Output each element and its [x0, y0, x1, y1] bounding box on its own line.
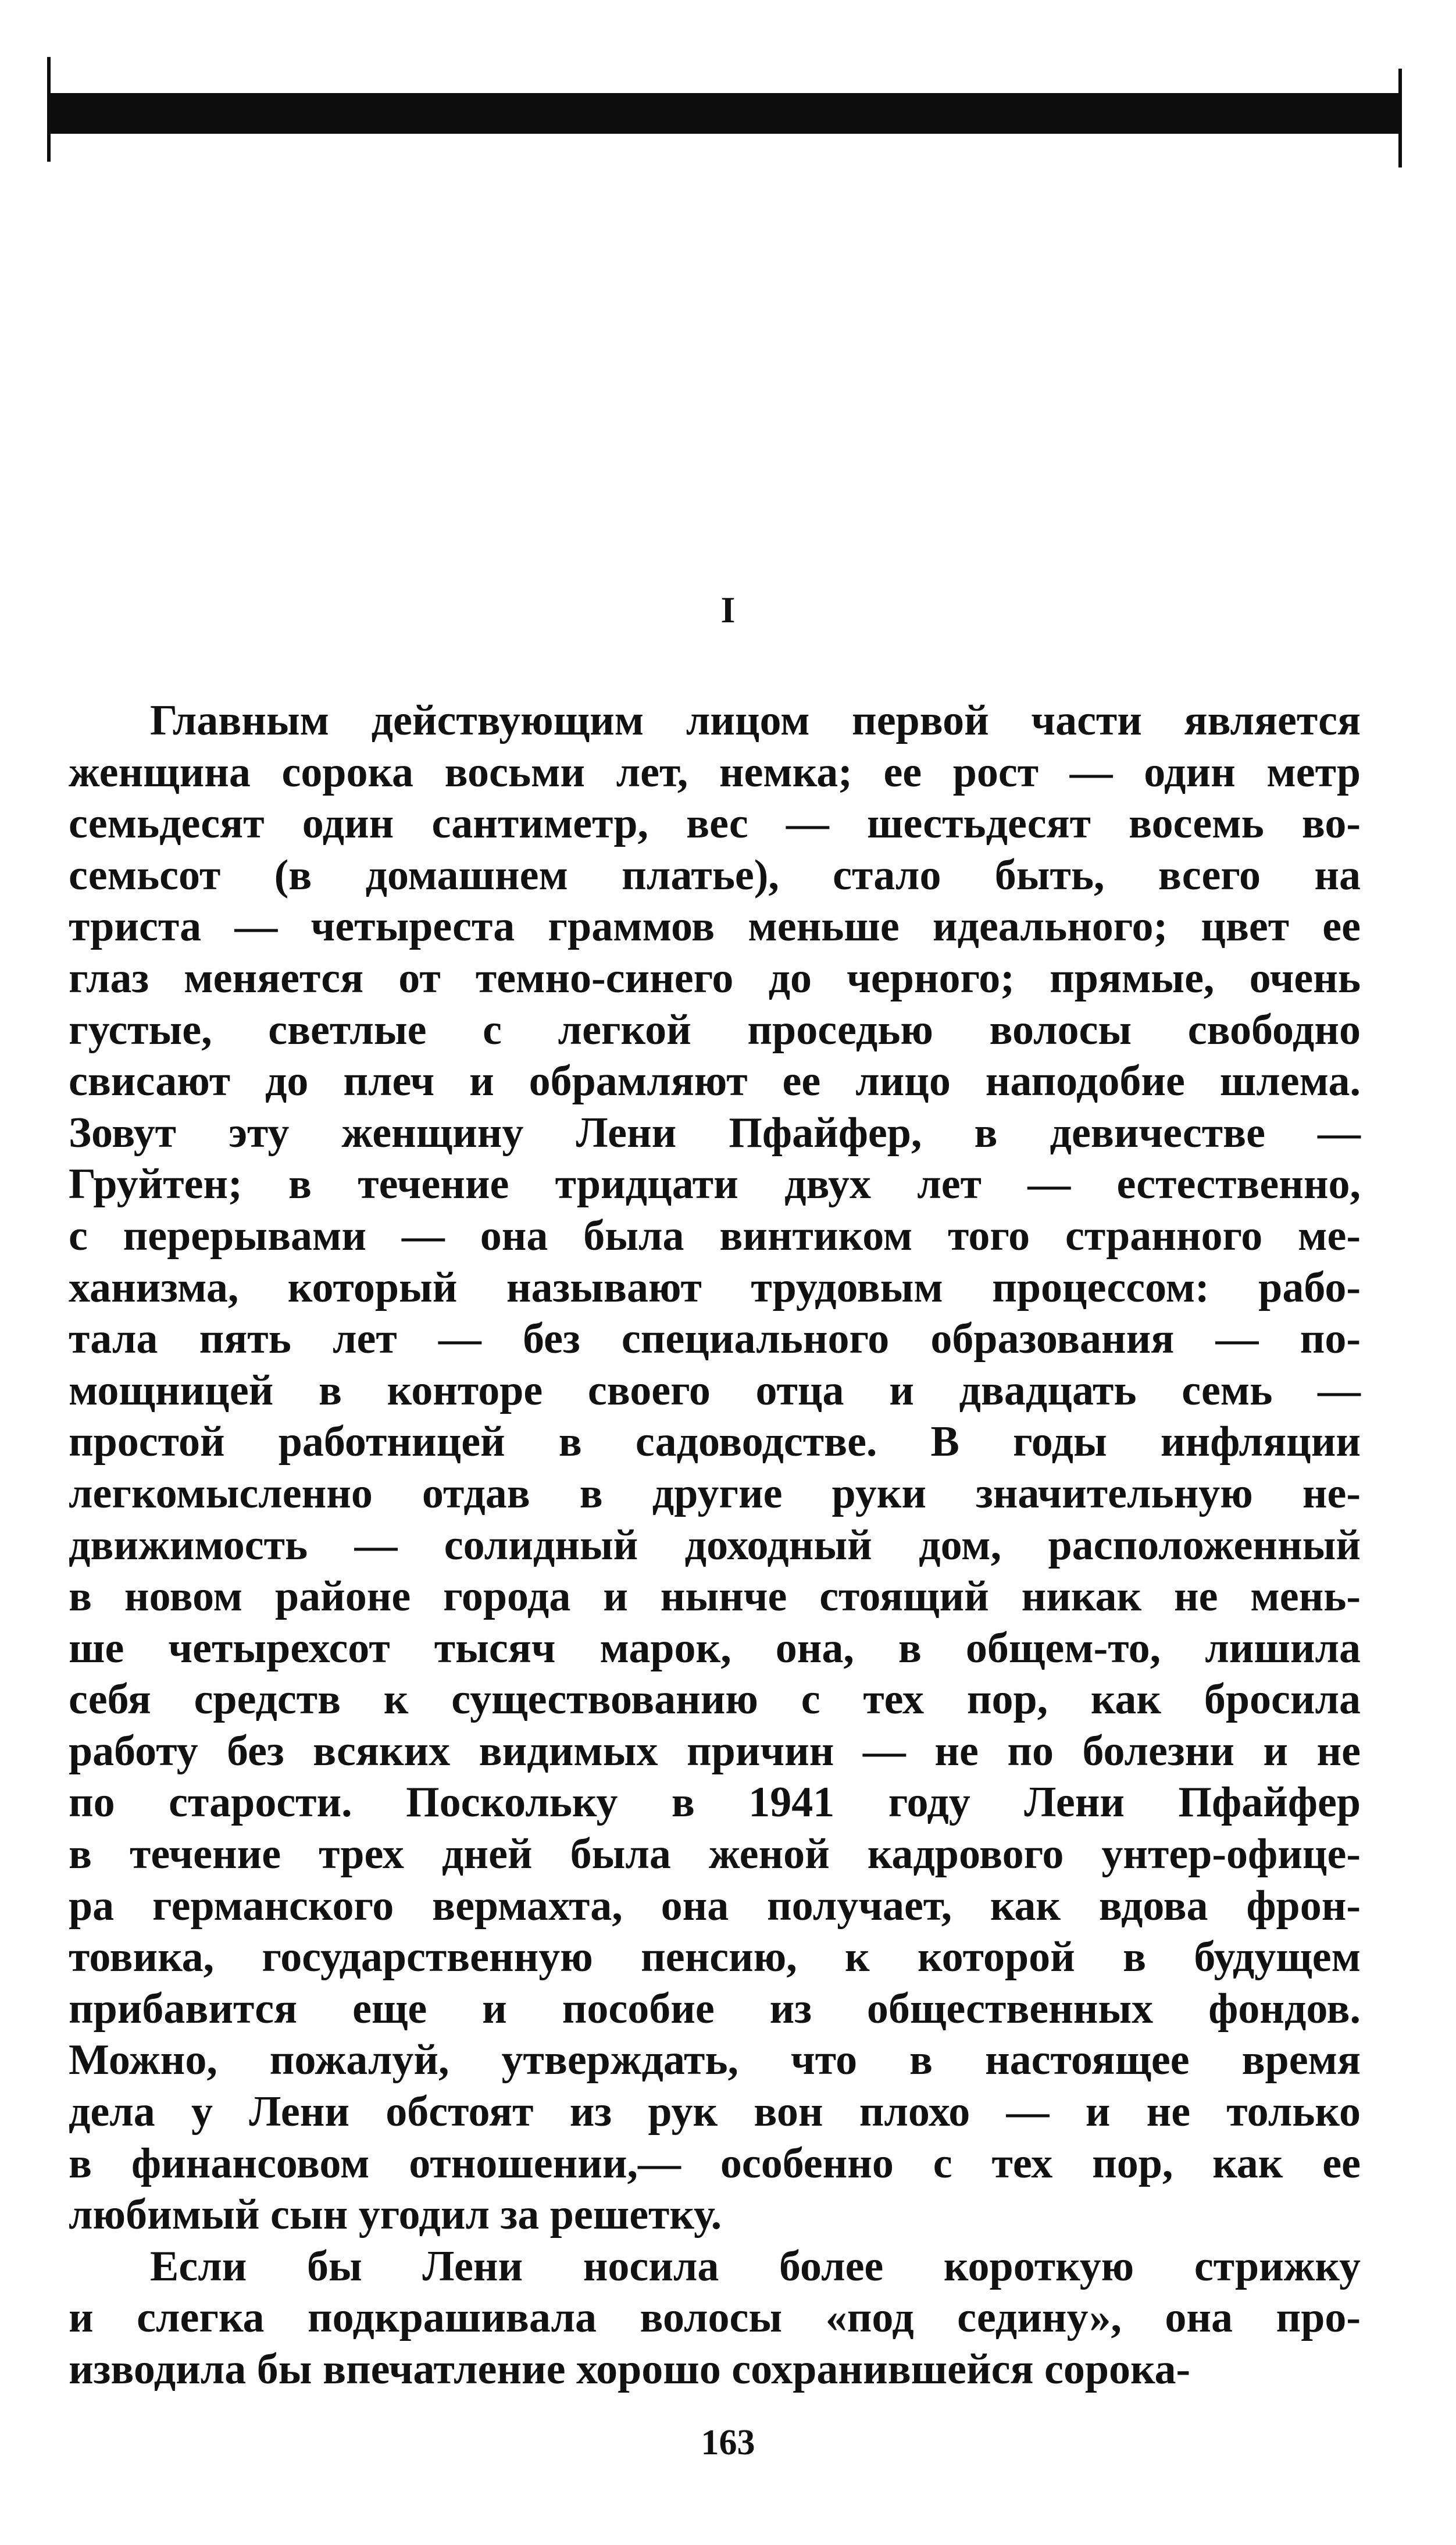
text-line: женщина сорока восьми лет, немка; ее рост — один метр	[69, 748, 1361, 796]
text-line: густые, светлые с легкой проседью волосы свободно	[69, 1006, 1361, 1054]
text-line: работу без всяких видимых причин — не по болезни и не	[69, 1727, 1361, 1775]
text-line: ше четырехсот тысяч марок, она, в общем-то, лишила	[69, 1624, 1361, 1672]
text-line: ханизма, который называют трудовым процессом: рабо-	[69, 1263, 1361, 1311]
text-line: в течение трех дней была женой кадрового унтер-офице-	[69, 1830, 1361, 1879]
text-line: Можно, пожалуй, утверждать, что в настоящее время	[69, 2036, 1361, 2084]
text-line: в финансовом отношении,— особенно с тех пор, как ее	[69, 2139, 1361, 2187]
text-line: семьдесят один сантиметр, вес — шестьдесят восемь во-	[69, 800, 1361, 848]
text-line: простой работницей в садоводстве. В годы инфляции	[69, 1418, 1361, 1466]
header-rule	[47, 93, 1402, 134]
text-line: прибавится еще и пособие из общественных фондов.	[69, 1984, 1361, 2033]
text-line: товика, государственную пенсию, к которой в будущем	[69, 1933, 1361, 1981]
text-line: в новом районе города и нынче стоящий никак не мень-	[69, 1573, 1361, 1621]
text-line: Если бы Лени носила более короткую стрижку	[150, 2242, 1361, 2290]
paragraph	[69, 695, 1361, 2241]
text-line: Зовут эту женщину Лени Пфайфер, в девичестве —	[69, 1108, 1361, 1157]
text-line: по старости. Поскольку в 1941 году Лени Пфайфер	[69, 1778, 1361, 1827]
text-line: любимый сын угодил за решетку.	[69, 2191, 722, 2239]
text-line: свисают до плеч и обрамляют ее лицо наподобие шлема.	[69, 1057, 1361, 1106]
text-line: движимость — солидный доходный дом, расположенный	[69, 1521, 1361, 1569]
text-line: легкомысленно отдав в другие руки значительную не-	[69, 1469, 1361, 1517]
text-line: мощницей в конторе своего отца и двадцать семь —	[69, 1366, 1361, 1414]
page-number: 163	[701, 2423, 755, 2462]
text-line: триста — четыреста граммов меньше идеального; цвет ее	[69, 903, 1361, 951]
body-text	[69, 695, 1361, 2396]
chapter-number: I	[720, 589, 736, 630]
text-line: дела у Лени обстоят из рук вон плохо — и не только	[69, 2088, 1361, 2136]
paragraph	[69, 2241, 1361, 2396]
text-line: изводила бы впечатление хорошо сохранившейся сорока-	[69, 2346, 1191, 2393]
text-line: ра германского вермахта, она получает, как вдова фрон-	[69, 1881, 1361, 1930]
header-rule-right-tick	[1398, 69, 1402, 167]
text-line: глаз меняется от темно-синего до черного; прямые, очень	[69, 954, 1361, 1002]
text-line: себя средств к существованию с тех пор, как бросила	[69, 1676, 1361, 1724]
text-line: Груйтен; в течение тридцати двух лет — естественно,	[69, 1160, 1361, 1209]
text-line: семьсот (в домашнем платье), стало быть, всего на	[69, 851, 1361, 899]
text-line: Главным действующим лицом первой части является	[150, 697, 1361, 744]
text-line: с перерывами — она была винтиком того странного ме-	[69, 1211, 1361, 1260]
text-line: и слегка подкрашивала волосы «под седину», она про-	[69, 2294, 1361, 2342]
text-line: тала пять лет — без специального образования — по-	[69, 1315, 1361, 1363]
